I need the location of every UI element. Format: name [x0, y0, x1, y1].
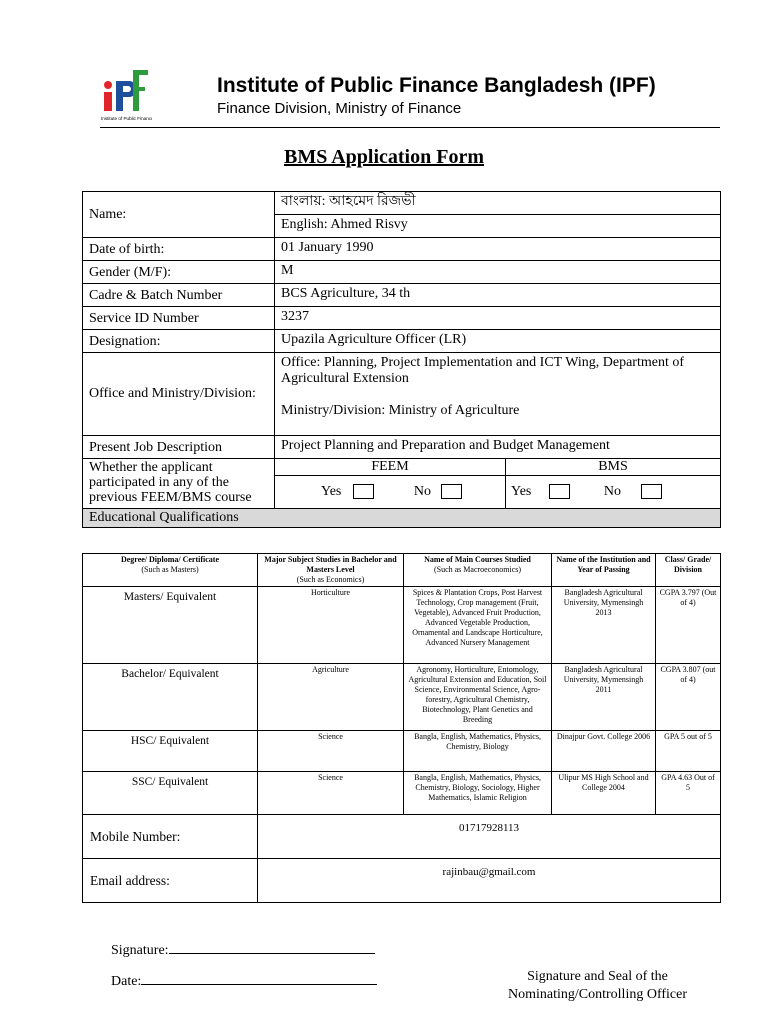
service-id-label: Service ID Number	[83, 307, 275, 330]
date-label: Date:	[111, 974, 142, 989]
bms-yes[interactable]	[511, 484, 570, 500]
institution-cell: Bangladesh Agricultural University, Mymensingh 2013	[552, 587, 656, 664]
signature-blank[interactable]	[169, 941, 375, 954]
courses-cell: Bangla, English, Mathematics, Physics, Chemistry, Biology, Sociology, Higher Mathematics, Islamic Religion	[404, 772, 552, 815]
institute-title: Institute of Public Finance Bangladesh (IPF)	[217, 74, 656, 97]
mobile-label: Mobile Number:	[83, 815, 258, 859]
gender-label: Gender (M/F):	[83, 261, 275, 284]
name-bangla: বাংলায়: আহমেদ রিজভী	[275, 192, 721, 215]
degree-cell: Masters/ Equivalent	[83, 587, 258, 664]
col-institution: Name of the Institution and Year of Passing	[552, 554, 656, 587]
form-title: BMS Application Form	[283, 146, 484, 168]
office-cell	[275, 353, 721, 436]
designation-label: Designation:	[83, 330, 275, 353]
bms-yes-checkbox[interactable]	[549, 484, 570, 499]
feem-no-checkbox[interactable]	[441, 484, 462, 499]
date-blank[interactable]	[141, 972, 377, 985]
bms-yes-label: Yes	[511, 484, 532, 499]
signature-label: Signature:	[111, 943, 169, 958]
office-label: Office and Ministry/Division:	[83, 353, 275, 436]
feem-yes[interactable]	[321, 484, 374, 500]
education-table	[82, 553, 721, 903]
seal-line-2: Nominating/Controlling Officer	[508, 987, 687, 1002]
name-english: English: Ahmed Risvy	[275, 215, 721, 238]
email-value: rajinbau@gmail.com	[258, 859, 721, 903]
signature-line	[111, 941, 375, 959]
service-id-value: 3237	[275, 307, 721, 330]
degree-cell: SSC/ Equivalent	[83, 772, 258, 815]
designation-value: Upazila Agriculture Officer (LR)	[275, 330, 721, 353]
bms-header: BMS	[506, 459, 721, 476]
mobile-value: 01717928113	[258, 815, 721, 859]
feem-yes-label: Yes	[321, 484, 342, 499]
institution-cell: Dinajpur Govt. College 2006	[552, 731, 656, 772]
col-grade: Class/ Grade/ Division	[656, 554, 721, 587]
dob-value: 01 January 1990	[275, 238, 721, 261]
bms-no[interactable]	[604, 484, 662, 500]
ipf-logo-icon	[100, 68, 152, 122]
col-courses: Name of Main Courses Studied (Such as Macroeconomics)	[404, 554, 552, 587]
feem-no[interactable]	[414, 484, 462, 500]
grade-cell: GPA 4.63 Out of 5	[656, 772, 721, 815]
education-section-header: Educational Qualifications	[83, 509, 721, 528]
bms-no-label: No	[603, 484, 621, 499]
name-label: Name:	[83, 192, 275, 238]
date-line	[111, 972, 377, 990]
logo-caption: Institute of Public Finance	[101, 116, 152, 121]
table-row	[83, 587, 721, 664]
col-subject: Major Subject Studies in Bachelor and Masters Level (Such as Economics)	[258, 554, 404, 587]
bms-no-checkbox[interactable]	[641, 484, 662, 499]
institution-cell: Bangladesh Agricultural University, Mymensingh 2011	[552, 664, 656, 731]
job-description-value: Project Planning and Preparation and Budget Management	[275, 436, 721, 459]
office-value: Office: Planning, Project Implementation and ICT Wing, Department of Agricultural Extension	[281, 355, 685, 386]
applicant-info-table	[82, 191, 721, 528]
courses-cell: Bangla, English, Mathematics, Physics, Chemistry, Biology	[404, 731, 552, 772]
feem-options	[275, 476, 506, 509]
dob-label: Date of birth:	[83, 238, 275, 261]
feem-header: FEEM	[275, 459, 506, 476]
feem-yes-checkbox[interactable]	[353, 484, 374, 499]
subject-cell: Horticulture	[258, 587, 404, 664]
cadre-value: BCS Agriculture, 34 th	[275, 284, 721, 307]
degree-cell: Bachelor/ Equivalent	[83, 664, 258, 731]
cadre-label: Cadre & Batch Number	[83, 284, 275, 307]
institution-cell: Ulipur MS High School and College 2004	[552, 772, 656, 815]
courses-cell: Agronomy, Horticulture, Entomology, Agricultural Extension and Education, Soil Science, Environmental Science, Agro-forestry, Agricultural Chemistry, Biotechnology, Plant Genetics and Breeding	[404, 664, 552, 731]
table-row	[83, 664, 721, 731]
participated-label: Whether the applicant participated in any of the previous FEEM/BMS course	[83, 459, 275, 509]
degree-cell: HSC/ Equivalent	[83, 731, 258, 772]
subject-cell: Science	[258, 731, 404, 772]
institute-subtitle: Finance Division, Ministry of Finance	[217, 100, 462, 117]
subject-cell: Science	[258, 772, 404, 815]
col-degree: Degree/ Diploma/ Certificate (Such as Masters)	[83, 554, 258, 587]
ministry-value: Ministry/Division: Ministry of Agriculture	[281, 403, 520, 418]
grade-cell: GPA 5 out of 5	[656, 731, 721, 772]
subject-cell: Agriculture	[258, 664, 404, 731]
bms-options	[506, 476, 721, 509]
feem-no-label: No	[413, 484, 431, 499]
grade-cell: CGPA 3.807 (out of 4)	[656, 664, 721, 731]
ipf-logo	[100, 68, 152, 122]
email-label: Email address:	[83, 859, 258, 903]
job-description-label: Present Job Description	[83, 436, 275, 459]
header-divider	[100, 127, 720, 128]
table-row	[83, 731, 721, 772]
gender-value: M	[275, 261, 721, 284]
seal-line-1: Signature and Seal of the	[527, 969, 668, 984]
courses-cell: Spices & Plantation Crops, Post Harvest Technology, Crop management (Fruit, Vegetable), Advanced Fruit Production, Advanced Vegetable Production, Ornamental and Landscape Horticulture, Advanced Nursery Management	[404, 587, 552, 664]
table-row	[83, 772, 721, 815]
seal-block	[480, 968, 715, 1004]
grade-cell: CGPA 3.797 (Out of 4)	[656, 587, 721, 664]
